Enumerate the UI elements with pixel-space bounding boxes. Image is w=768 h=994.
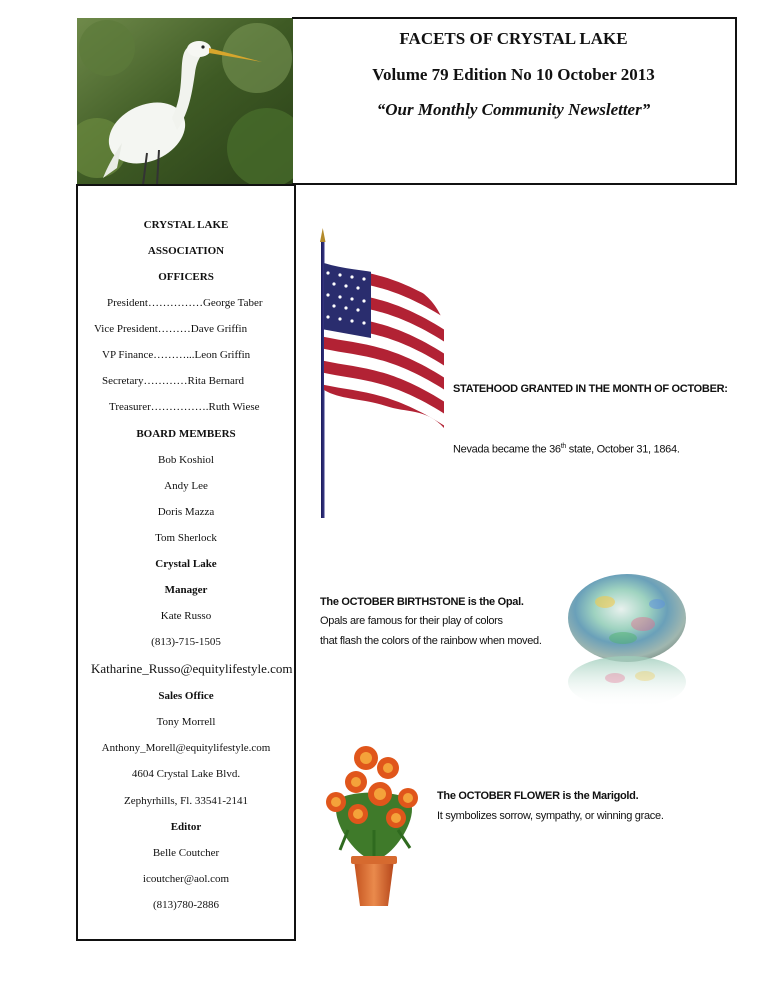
officer-entry: Vice President………Dave Griffin bbox=[94, 323, 248, 335]
manager-email[interactable]: Katharine_Russo@equitylifestyle.com bbox=[91, 661, 293, 676]
statehood-heading: STATEHOOD GRANTED IN THE MONTH OF OCTOBER: bbox=[453, 383, 728, 395]
manager-heading: Crystal Lake bbox=[155, 558, 217, 570]
editor-heading: Editor bbox=[170, 821, 202, 833]
manager-phone: (813)-715-1505 bbox=[151, 636, 221, 648]
volume-line: Volume 79 Edition No 10 October 2013 bbox=[372, 65, 655, 84]
manager-heading: Manager bbox=[164, 584, 208, 596]
board-member: Andy Lee bbox=[164, 480, 208, 492]
board-member: Bob Koshiol bbox=[158, 454, 214, 466]
birthstone-heading: The OCTOBER BIRTHSTONE is the Opal. bbox=[320, 596, 524, 608]
sales-name: Tony Morrell bbox=[156, 716, 216, 728]
statehood-text-a: Nevada became the 36 bbox=[453, 443, 561, 456]
org-line: ASSOCIATION bbox=[147, 245, 225, 257]
newsletter-title: FACETS OF CRYSTAL LAKE bbox=[399, 29, 628, 48]
statehood-text-b: state, October 31, 1864. bbox=[566, 443, 680, 456]
officer-entry: Treasurer…………….Ruth Wiese bbox=[109, 401, 260, 413]
editor-name: Belle Coutcher bbox=[152, 847, 220, 859]
officers-sidebar bbox=[76, 184, 296, 941]
officer-entry: Secretary…………Rita Bernard bbox=[102, 375, 245, 387]
address-line: Zephyrhills, Fl. 33541-2141 bbox=[123, 795, 249, 807]
flower-heading: The OCTOBER FLOWER is the Marigold. bbox=[437, 790, 639, 802]
statehood-text bbox=[453, 443, 680, 456]
birthstone-line: that flash the colors of the rainbow when moved. bbox=[320, 635, 542, 647]
marigold-illustration bbox=[318, 710, 430, 910]
address-line: 4604 Crystal Lake Blvd. bbox=[131, 768, 241, 780]
sales-heading: Sales Office bbox=[158, 690, 214, 702]
flag-illustration bbox=[316, 228, 448, 520]
egret-illustration bbox=[77, 18, 293, 185]
birthstone-line: Opals are famous for their play of colors bbox=[320, 615, 503, 627]
masthead bbox=[292, 17, 737, 185]
officer-entry: President……………George Taber bbox=[107, 297, 263, 309]
editor-email[interactable]: icoutcher@aol.com bbox=[142, 873, 230, 885]
sales-email[interactable]: Anthony_Morell@equitylifestyle.com bbox=[101, 742, 271, 754]
egret-photo bbox=[77, 18, 293, 185]
flower-line: It symbolizes sorrow, sympathy, or winning grace. bbox=[437, 810, 664, 822]
statehood-text-sup: th bbox=[560, 443, 566, 450]
board-member: Doris Mazza bbox=[157, 506, 215, 518]
manager-name: Kate Russo bbox=[160, 610, 212, 622]
officer-entry: VP Finance………...Leon Griffin bbox=[102, 349, 251, 361]
newsletter-subtitle: “Our Monthly Community Newsletter” bbox=[376, 100, 651, 119]
american-flag-image bbox=[316, 228, 448, 520]
marigold-image bbox=[318, 710, 430, 910]
opal-image bbox=[565, 572, 690, 708]
editor-phone: (813)780-2886 bbox=[153, 899, 219, 911]
opal-illustration bbox=[565, 572, 690, 708]
board-member: Tom Sherlock bbox=[155, 532, 217, 544]
org-line: CRYSTAL LAKE bbox=[143, 219, 229, 231]
board-heading: BOARD MEMBERS bbox=[136, 428, 236, 440]
org-line: OFFICERS bbox=[158, 271, 214, 283]
